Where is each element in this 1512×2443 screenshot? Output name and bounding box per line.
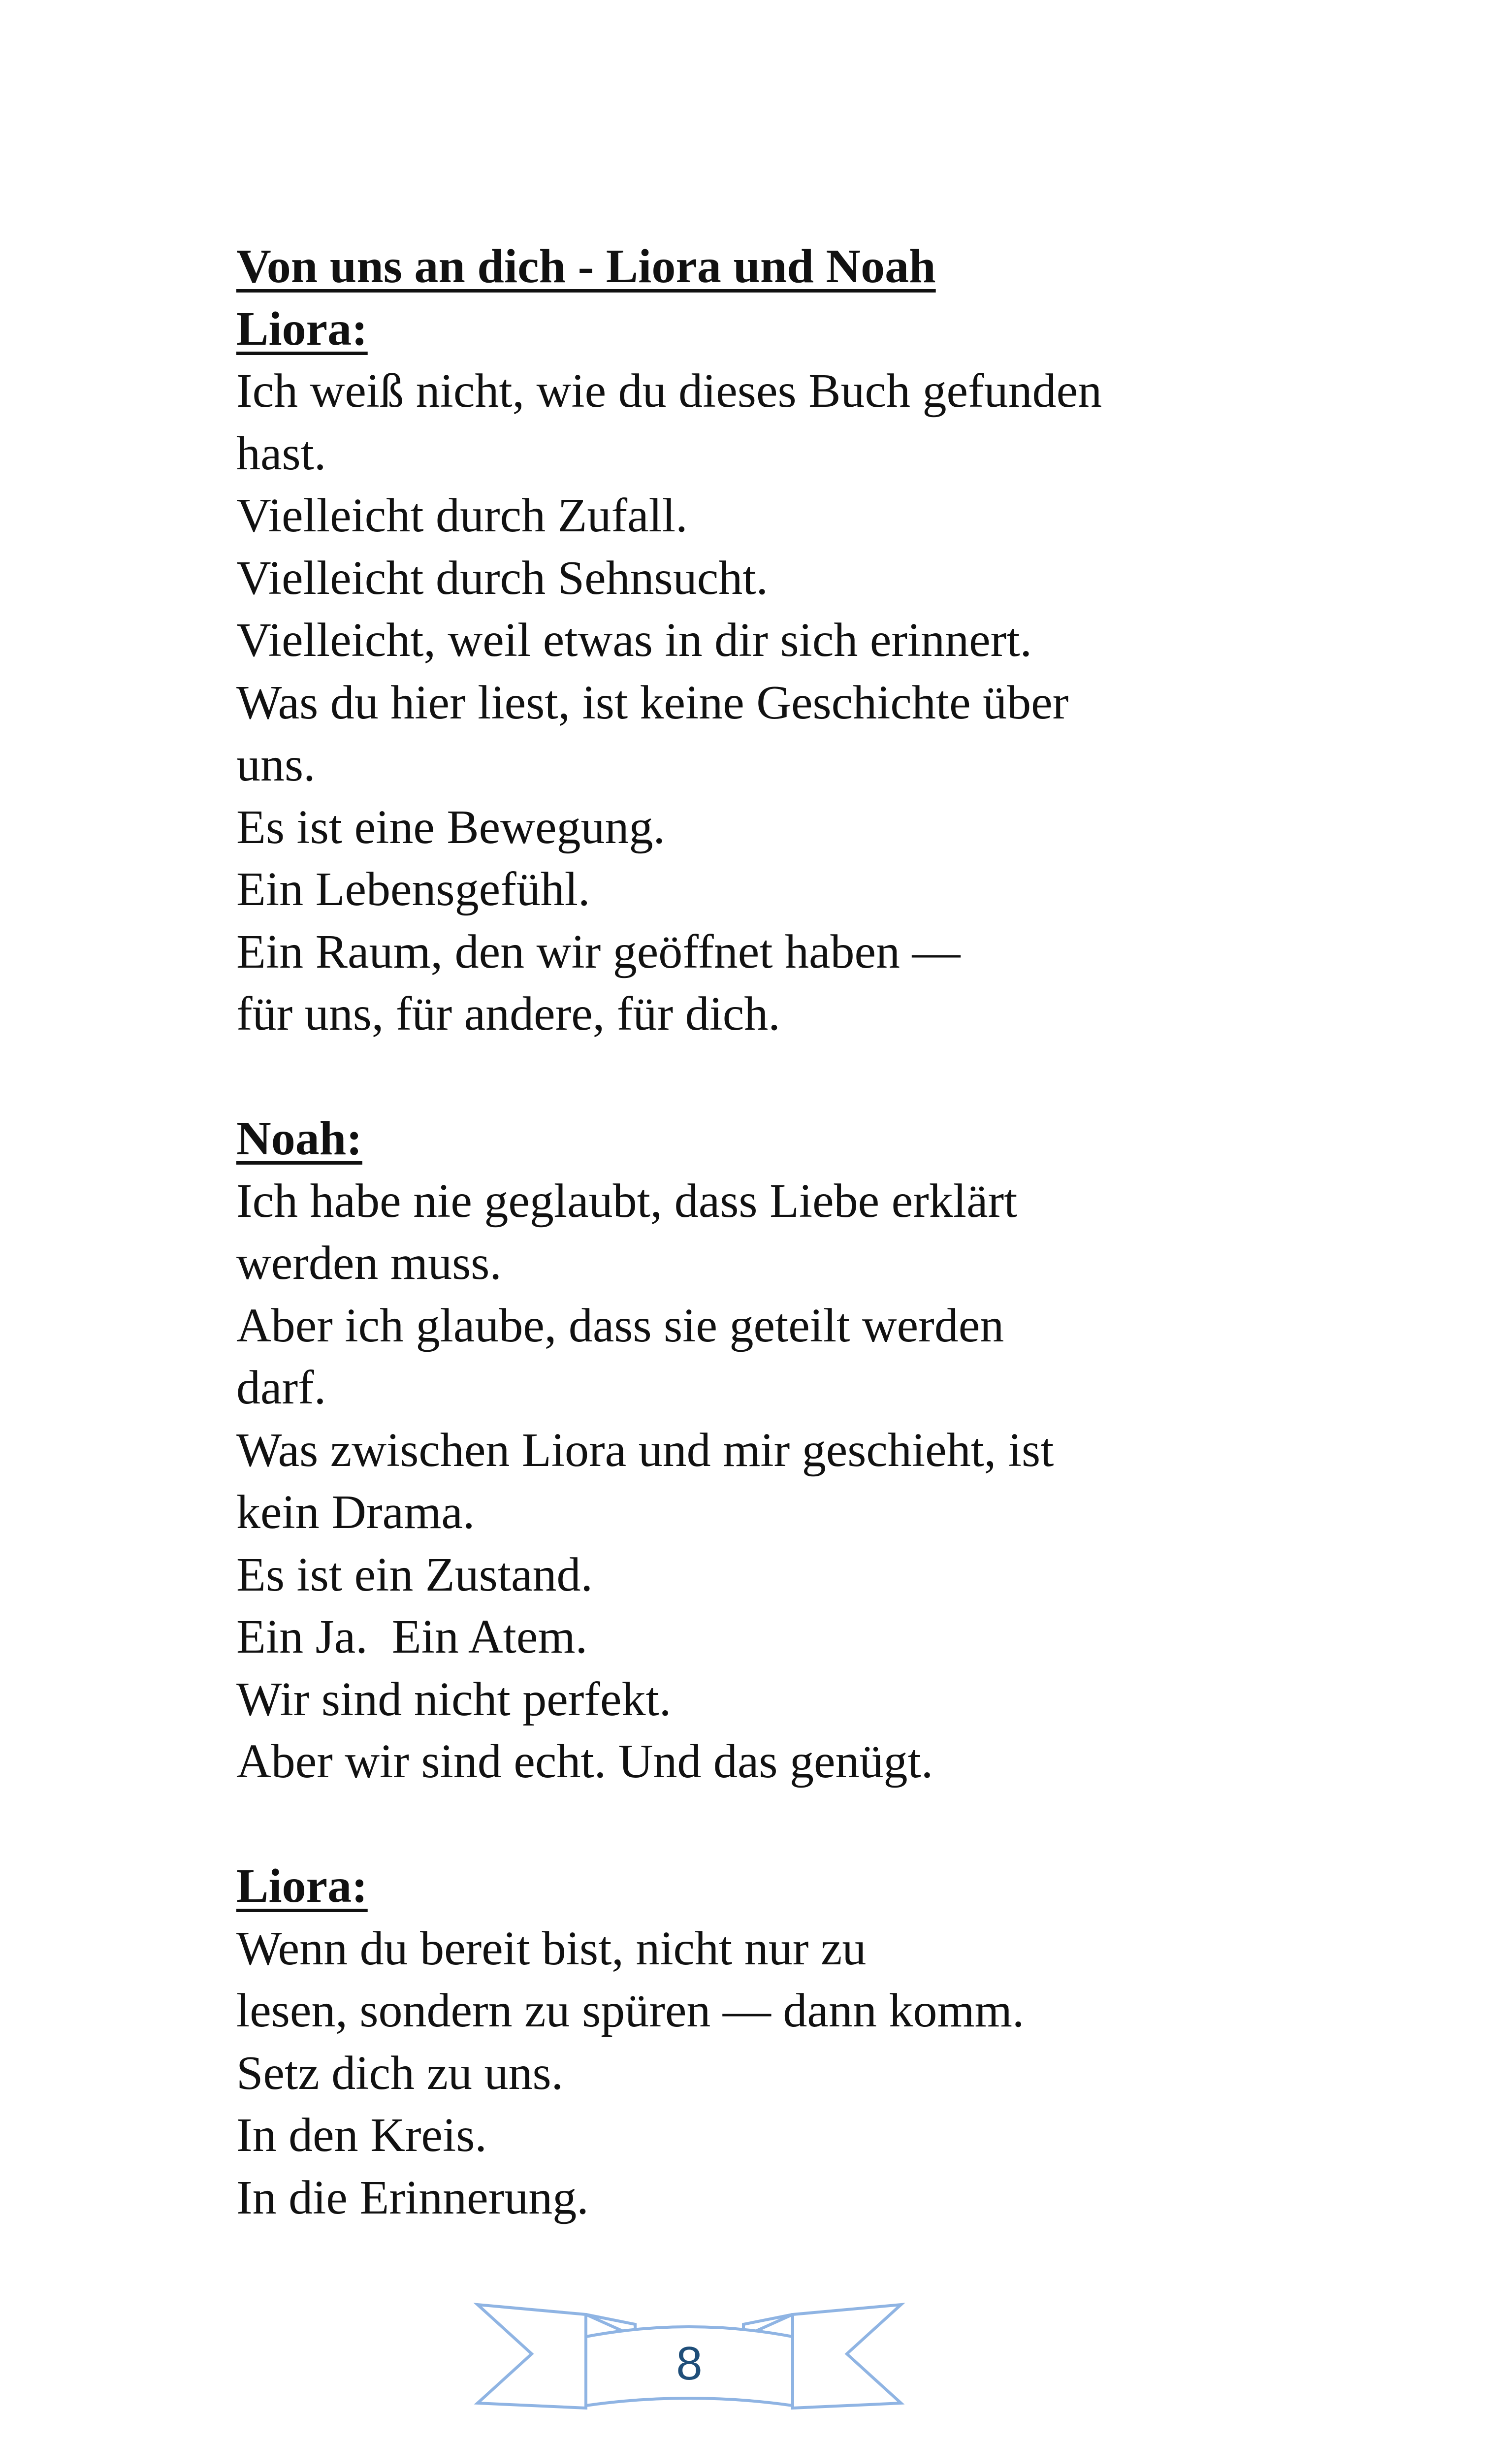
text-line: hast. — [236, 426, 326, 480]
text-line: uns. — [236, 738, 316, 791]
text-line: für uns, für andere, für dich. — [236, 987, 780, 1041]
text-line: Ein Lebensgefühl. — [236, 863, 590, 916]
page-body — [236, 235, 1221, 2229]
text-line: Vielleicht, weil etwas in dir sich erinnert. — [236, 614, 1032, 667]
text-line: Ein Raum, den wir geöffnet haben — — [236, 925, 961, 978]
text-line: Ein Ja. Ein Atem. — [236, 1610, 588, 1663]
text-line: Es ist ein Zustand. — [236, 1548, 593, 1601]
text-line: Vielleicht durch Zufall. — [236, 489, 688, 542]
speaker-label: Liora: — [236, 1859, 368, 1913]
page-number-banner — [473, 2290, 906, 2418]
text-line: lesen, sondern zu spüren — dann komm. — [236, 1984, 1025, 2037]
text-line: werden muss. — [236, 1237, 502, 1290]
text-line: Wenn du bereit bist, nicht nur zu — [236, 1922, 867, 1975]
text-line: Setz dich zu uns. — [236, 2046, 564, 2100]
text-line: kein Drama. — [236, 1486, 475, 1539]
text-line: In den Kreis. — [236, 2109, 487, 2162]
text-line: Was zwischen Liora und mir geschieht, ist — [236, 1423, 1054, 1477]
text-line: Aber ich glaube, dass sie geteilt werden — [236, 1299, 1004, 1352]
section-noah — [236, 1107, 1221, 1793]
text-line: Es ist eine Bewegung. — [236, 800, 665, 854]
text-line: Wir sind nicht perfekt. — [236, 1672, 672, 1726]
text-line: Was du hier liest, ist keine Geschichte über — [236, 676, 1069, 729]
section-liora-outro — [236, 1855, 1221, 2229]
paragraph-spacer — [236, 1793, 1221, 1856]
text-line: Vielleicht durch Sehnsucht. — [236, 551, 769, 605]
speaker-label: Noah: — [236, 1112, 362, 1165]
text-line: Ich weiß nicht, wie du dieses Buch gefunden — [236, 364, 1102, 418]
page-title: Von uns an dich - Liora und Noah — [236, 240, 936, 293]
text-line: darf. — [236, 1361, 326, 1414]
page-number: 8 — [676, 2337, 703, 2390]
speaker-label: Liora: — [236, 302, 368, 356]
text-line: Ich habe nie geglaubt, dass Liebe erklärt — [236, 1174, 1018, 1228]
text-line: Aber wir sind echt. Und das genügt. — [236, 1735, 933, 1788]
paragraph-spacer — [236, 1045, 1221, 1108]
text-line: In die Erinnerung. — [236, 2171, 589, 2224]
section-liora-intro — [236, 298, 1221, 1045]
